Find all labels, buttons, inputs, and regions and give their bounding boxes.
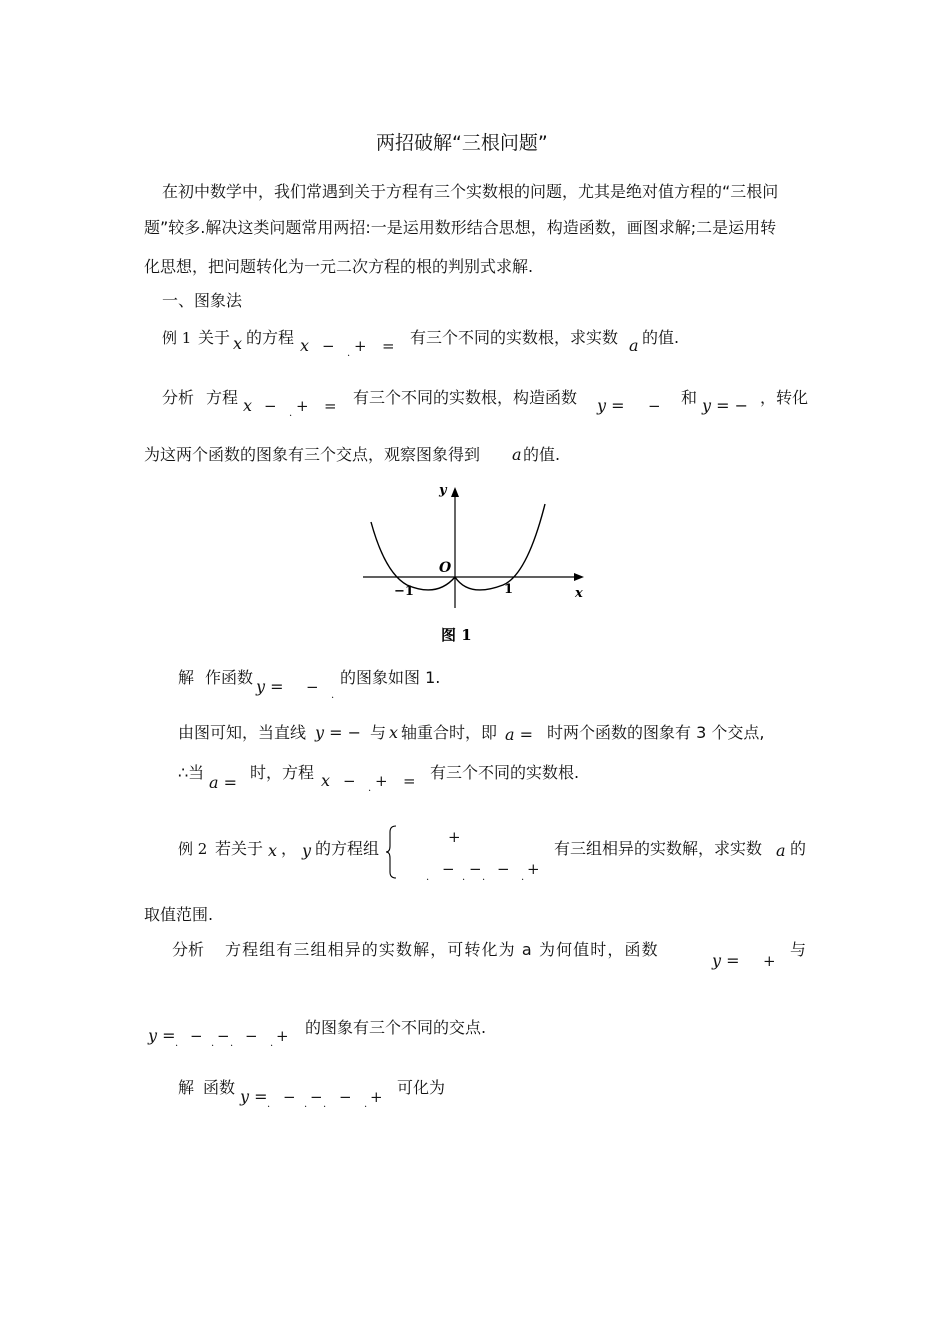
func-y1: y = <box>597 396 625 415</box>
eq-x: x <box>300 336 310 355</box>
eq-plus: + <box>296 397 309 415</box>
minus: − <box>310 1088 323 1106</box>
row2-minus: − <box>442 860 455 878</box>
func-y2: y = − <box>702 396 749 415</box>
text: 的方程 <box>246 328 295 347</box>
var-y: y <box>302 841 312 860</box>
eq-equals: = <box>324 397 337 415</box>
text: 轴重合时，即 <box>401 723 498 742</box>
text: 的值. <box>642 328 680 347</box>
var-x: x <box>389 723 399 742</box>
text: 有三个不同的实数根，构造函数 <box>353 388 578 407</box>
minus: − <box>190 1027 203 1045</box>
eq-equals: = <box>403 772 416 790</box>
eq-minus: − <box>343 772 356 790</box>
text: 为这两个函数的图象有三个交点，观察图象得到 <box>144 445 481 464</box>
row2-plus: + <box>527 860 540 878</box>
intro-line-3: 化思想，把问题转化为一元二次方程的根的判别式求解. <box>144 257 534 276</box>
text: 的图象如图 1. <box>340 668 441 687</box>
text: 取值范围. <box>144 905 214 924</box>
analysis-label: 分析 <box>162 388 195 407</box>
dot: . <box>331 690 335 701</box>
text: 的值. <box>523 445 561 464</box>
row2-minus: − <box>469 860 482 878</box>
text: 时两个函数的图象有 3 个交点, <box>547 723 765 742</box>
tick-label-one: 1 <box>504 582 514 597</box>
eq-x: x <box>243 396 253 415</box>
var-a: a <box>512 445 522 464</box>
x-axis-arrow <box>574 573 584 581</box>
text: 的 <box>790 839 807 858</box>
dot: . <box>364 1099 368 1110</box>
y-axis-label: y <box>439 483 447 498</box>
eq-equals: = <box>382 337 395 355</box>
text: ∴当 <box>178 763 205 782</box>
line-y: y = − <box>315 723 362 742</box>
tick-label-neg-one: −1 <box>394 584 414 599</box>
dot: . <box>521 872 525 883</box>
text: 的方程组 <box>315 839 380 858</box>
text: 与 <box>370 723 387 742</box>
eq-dot: . <box>347 348 351 359</box>
text: 的图象有三个不同的交点. <box>305 1018 487 1037</box>
text: 若关于 <box>215 839 264 858</box>
text: 时，方程 <box>250 763 315 782</box>
minus: − <box>245 1027 258 1045</box>
a-equals: a = <box>209 773 238 792</box>
minus: − <box>217 1027 230 1045</box>
dot: . <box>211 1038 215 1049</box>
left-brace <box>385 824 399 880</box>
dot: . <box>462 872 466 883</box>
func-y2: y = <box>148 1026 176 1045</box>
a-equals: a = <box>505 725 534 744</box>
var-x: x <box>233 334 243 353</box>
y-axis-arrow <box>451 487 459 497</box>
eq-dot: . <box>289 408 293 419</box>
figure-caption: 图 1 <box>441 626 472 644</box>
text: 与 <box>790 940 807 959</box>
dot: . <box>267 1099 271 1110</box>
analysis-label: 分析 <box>172 940 205 959</box>
intro-line-2: 题”较多.解决这类问题常用两招:一是运用数形结合思想，构造函数，画图求解;二是运用转 <box>144 218 777 237</box>
dot: . <box>304 1099 308 1110</box>
text: 可化为 <box>397 1078 446 1097</box>
text: 关于 <box>198 328 231 347</box>
dot: . <box>230 1038 234 1049</box>
plus: + <box>276 1027 289 1045</box>
text: 方程组有三组相异的实数解，可转化为 a 为何值时，函数 <box>225 940 659 959</box>
eq-plus: + <box>375 772 388 790</box>
var-a: a <box>629 336 639 355</box>
solution-label: 解 <box>178 1078 195 1097</box>
func-y: y = <box>712 951 740 970</box>
eq-x: x <box>321 771 331 790</box>
dot: . <box>270 1038 274 1049</box>
text: 函数 <box>203 1078 236 1097</box>
eq-minus: − <box>322 337 335 355</box>
row2-minus: − <box>497 860 510 878</box>
minus: − <box>306 678 319 696</box>
text: 方程 <box>206 388 239 407</box>
var-a: a <box>776 841 786 860</box>
dot: . <box>323 1099 327 1110</box>
minus: − <box>339 1088 352 1106</box>
example-label: 例 1 <box>162 329 192 347</box>
text: 由图可知，当直线 <box>178 723 307 742</box>
text: 有三个不同的实数根. <box>430 763 580 782</box>
example-label: 例 2 <box>178 840 208 858</box>
text: 作函数 <box>205 668 254 687</box>
text: ，转化 <box>760 388 809 407</box>
func-y: y = <box>256 677 284 696</box>
func-y: y = <box>240 1087 268 1106</box>
minus: − <box>283 1088 296 1106</box>
intro-line-1: 在初中数学中，我们常遇到关于方程有三个实数根的问题，尤其是绝对值方程的“三根问 <box>162 182 779 201</box>
plus: + <box>370 1088 383 1106</box>
solution-label: 解 <box>178 668 195 687</box>
eq-plus: + <box>354 337 367 355</box>
minus: − <box>648 397 661 415</box>
text: 有三组相异的实数解，求实数 <box>554 839 763 858</box>
section-heading: 一、图象法 <box>162 291 243 310</box>
comma: ， <box>281 839 298 858</box>
page-title: 两招破解“三根问题” <box>376 132 548 154</box>
plus: + <box>763 952 776 970</box>
dot: . <box>426 872 430 883</box>
text: 有三个不同的实数根，求实数 <box>410 328 619 347</box>
var-x: x <box>268 841 278 860</box>
eq-minus: − <box>264 397 277 415</box>
dot: . <box>175 1038 179 1049</box>
x-axis-label: x <box>575 586 583 601</box>
figure-graph <box>355 478 595 653</box>
text: 和 <box>681 388 698 407</box>
row1-plus: + <box>448 828 461 846</box>
eq-dot: . <box>368 783 372 794</box>
dot: . <box>482 872 486 883</box>
origin-label: O <box>439 560 452 576</box>
